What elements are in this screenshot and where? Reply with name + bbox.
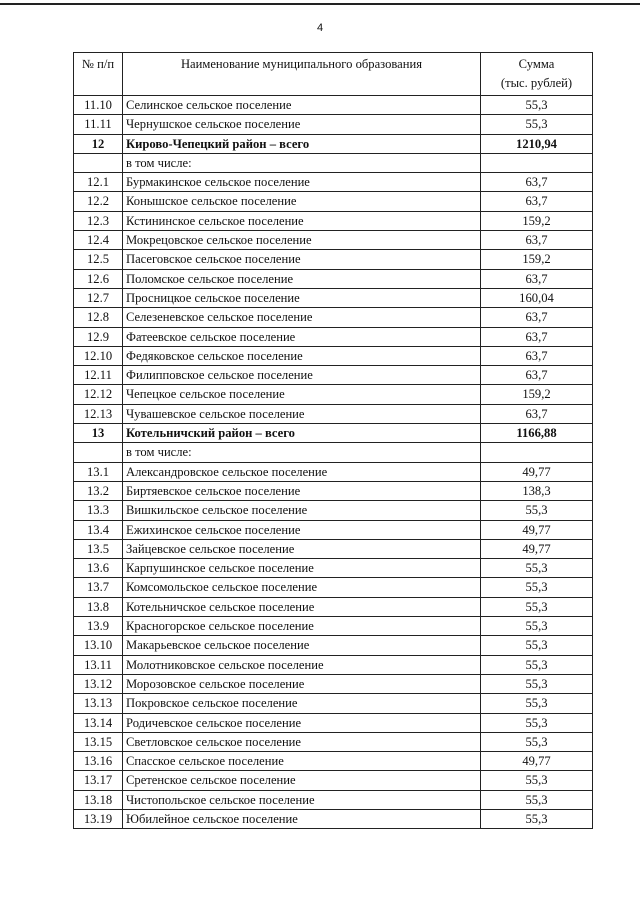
table-row — [74, 269, 593, 288]
row-name: Фатеевское сельское поселение — [123, 327, 481, 346]
table-row — [74, 96, 593, 115]
row-num: 13.16 — [74, 752, 123, 771]
row-name: Чепецкое сельское поселение — [123, 385, 481, 404]
row-name: Бурмакинское сельское поселение — [123, 173, 481, 192]
row-num: 13.19 — [74, 809, 123, 828]
row-num: 12.2 — [74, 192, 123, 211]
row-name: Макарьевское сельское поселение — [123, 636, 481, 655]
row-num: 13.6 — [74, 559, 123, 578]
row-num: 13.8 — [74, 597, 123, 616]
row-sum: 159,2 — [481, 385, 593, 404]
table-row-total — [74, 134, 593, 153]
row-name: Комсомольское сельское поселение — [123, 578, 481, 597]
table-row — [74, 752, 593, 771]
allocation-table — [73, 52, 593, 829]
header-sum-line1: Сумма — [518, 57, 555, 71]
table-row — [74, 520, 593, 539]
row-num: 12.5 — [74, 250, 123, 269]
table-row — [74, 288, 593, 307]
table-row — [74, 636, 593, 655]
table-row — [74, 346, 593, 365]
row-sum: 55,3 — [481, 578, 593, 597]
table-row-total — [74, 424, 593, 443]
row-name: Красногорское сельское поселение — [123, 617, 481, 636]
row-name: Вишкильское сельское поселение — [123, 501, 481, 520]
row-num: 13.10 — [74, 636, 123, 655]
table-row — [74, 771, 593, 790]
row-sum: 55,3 — [481, 501, 593, 520]
row-num: 12 — [74, 134, 123, 153]
table-row — [74, 559, 593, 578]
row-sum: 63,7 — [481, 327, 593, 346]
row-sum: 55,3 — [481, 96, 593, 115]
row-num: 13.14 — [74, 713, 123, 732]
row-name: Зайцевское сельское поселение — [123, 539, 481, 558]
row-sum: 55,3 — [481, 732, 593, 751]
row-num: 12.3 — [74, 211, 123, 230]
row-name: в том числе: — [123, 153, 481, 172]
table-header-row — [74, 53, 593, 96]
row-name: Родичевское сельское поселение — [123, 713, 481, 732]
table-row — [74, 231, 593, 250]
table-row — [74, 713, 593, 732]
row-sum: 55,3 — [481, 809, 593, 828]
row-sum: 55,3 — [481, 597, 593, 616]
row-num — [74, 153, 123, 172]
row-name: Покровское сельское поселение — [123, 694, 481, 713]
table-row — [74, 809, 593, 828]
table-row — [74, 694, 593, 713]
row-num: 12.9 — [74, 327, 123, 346]
row-num: 13.11 — [74, 655, 123, 674]
row-name: Федяковское сельское поселение — [123, 346, 481, 365]
row-name: Конышское сельское поселение — [123, 192, 481, 211]
row-name: Спасское сельское поселение — [123, 752, 481, 771]
row-name: Филипповское сельское поселение — [123, 366, 481, 385]
row-num — [74, 443, 123, 462]
row-sum — [481, 443, 593, 462]
table-row — [74, 173, 593, 192]
row-name: Котельничское сельское поселение — [123, 597, 481, 616]
row-sum: 55,3 — [481, 617, 593, 636]
row-num: 12.1 — [74, 173, 123, 192]
row-sum: 49,77 — [481, 462, 593, 481]
row-num: 13.3 — [74, 501, 123, 520]
row-sum: 55,3 — [481, 771, 593, 790]
top-rule — [0, 3, 640, 5]
row-num: 13.7 — [74, 578, 123, 597]
header-sum-line2: (тыс. рублей) — [500, 76, 573, 90]
row-num: 13.12 — [74, 674, 123, 693]
table-row — [74, 366, 593, 385]
row-name: Александровское сельское поселение — [123, 462, 481, 481]
row-num: 13 — [74, 424, 123, 443]
row-num: 13.13 — [74, 694, 123, 713]
row-sum — [481, 153, 593, 172]
row-name: Морозовское сельское поселение — [123, 674, 481, 693]
row-name: Пасеговское сельское поселение — [123, 250, 481, 269]
row-sum: 55,3 — [481, 713, 593, 732]
table-row — [74, 655, 593, 674]
row-name: Чистопольское сельское поселение — [123, 790, 481, 809]
header-name: Наименование муниципального образования — [123, 53, 481, 96]
row-sum: 63,7 — [481, 231, 593, 250]
row-num: 13.15 — [74, 732, 123, 751]
row-name: Биртяевское сельское поселение — [123, 481, 481, 500]
row-num: 11.11 — [74, 115, 123, 134]
table-row-subheading — [74, 153, 593, 172]
row-sum: 63,7 — [481, 269, 593, 288]
table-row — [74, 211, 593, 230]
row-sum: 55,3 — [481, 790, 593, 809]
header-num: № п/п — [74, 53, 123, 96]
table-row — [74, 597, 593, 616]
table-row — [74, 481, 593, 500]
table-row — [74, 578, 593, 597]
row-sum: 63,7 — [481, 308, 593, 327]
table-row — [74, 115, 593, 134]
row-num: 13.18 — [74, 790, 123, 809]
row-num: 12.11 — [74, 366, 123, 385]
row-num: 13.17 — [74, 771, 123, 790]
table-row-subheading — [74, 443, 593, 462]
table-row — [74, 404, 593, 423]
row-name: Чувашевское сельское поселение — [123, 404, 481, 423]
row-num: 13.2 — [74, 481, 123, 500]
row-sum: 159,2 — [481, 250, 593, 269]
row-name: Селинское сельское поселение — [123, 96, 481, 115]
table-row — [74, 617, 593, 636]
row-name: Селезеневское сельское поселение — [123, 308, 481, 327]
row-name: Сретенское сельское поселение — [123, 771, 481, 790]
header-sum — [481, 53, 593, 96]
page-number: 4 — [316, 22, 324, 34]
row-sum: 63,7 — [481, 404, 593, 423]
row-name: Просницкое сельское поселение — [123, 288, 481, 307]
row-num: 13.9 — [74, 617, 123, 636]
row-num: 12.8 — [74, 308, 123, 327]
row-name: Поломское сельское поселение — [123, 269, 481, 288]
row-name: Юбилейное сельское поселение — [123, 809, 481, 828]
row-num: 12.4 — [74, 231, 123, 250]
row-sum: 63,7 — [481, 346, 593, 365]
row-sum: 159,2 — [481, 211, 593, 230]
row-num: 11.10 — [74, 96, 123, 115]
row-name: Котельничский район – всего — [123, 424, 481, 443]
row-sum: 138,3 — [481, 481, 593, 500]
row-sum: 1166,88 — [481, 424, 593, 443]
row-sum: 160,04 — [481, 288, 593, 307]
table-row — [74, 462, 593, 481]
table-row — [74, 192, 593, 211]
row-sum: 1210,94 — [481, 134, 593, 153]
row-sum: 63,7 — [481, 173, 593, 192]
row-sum: 49,77 — [481, 520, 593, 539]
row-name: Молотниковское сельское поселение — [123, 655, 481, 674]
row-sum: 55,3 — [481, 636, 593, 655]
row-name: Кирово-Чепецкий район – всего — [123, 134, 481, 153]
row-num: 13.5 — [74, 539, 123, 558]
row-sum: 49,77 — [481, 752, 593, 771]
row-name: Кстининское сельское поселение — [123, 211, 481, 230]
row-name: Светловское сельское поселение — [123, 732, 481, 751]
row-num: 13.1 — [74, 462, 123, 481]
row-name: Мокрецовское сельское поселение — [123, 231, 481, 250]
row-num: 12.13 — [74, 404, 123, 423]
row-num: 13.4 — [74, 520, 123, 539]
row-num: 12.7 — [74, 288, 123, 307]
table-row — [74, 674, 593, 693]
table-row — [74, 539, 593, 558]
row-name: Ежихинское сельское поселение — [123, 520, 481, 539]
row-num: 12.10 — [74, 346, 123, 365]
row-name: Карпушинское сельское поселение — [123, 559, 481, 578]
row-sum: 55,3 — [481, 655, 593, 674]
row-sum: 63,7 — [481, 366, 593, 385]
row-sum: 49,77 — [481, 539, 593, 558]
row-sum: 55,3 — [481, 694, 593, 713]
row-sum: 63,7 — [481, 192, 593, 211]
row-sum: 55,3 — [481, 674, 593, 693]
row-num: 12.12 — [74, 385, 123, 404]
table-row — [74, 327, 593, 346]
table-row — [74, 308, 593, 327]
table-row — [74, 501, 593, 520]
row-name: Чернушское сельское поселение — [123, 115, 481, 134]
table-row — [74, 790, 593, 809]
row-sum: 55,3 — [481, 559, 593, 578]
row-name: в том числе: — [123, 443, 481, 462]
row-num: 12.6 — [74, 269, 123, 288]
row-sum: 55,3 — [481, 115, 593, 134]
table-row — [74, 385, 593, 404]
table-row — [74, 732, 593, 751]
table-row — [74, 250, 593, 269]
